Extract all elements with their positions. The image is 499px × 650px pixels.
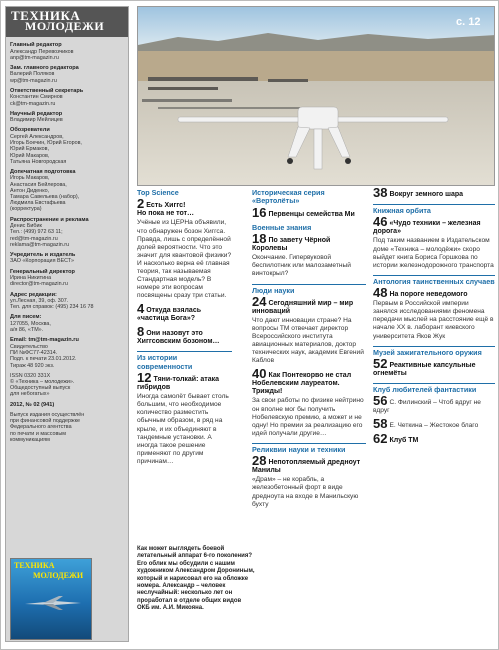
section-header: Антология таинственных случаев bbox=[373, 276, 495, 286]
section-header: Top Science bbox=[137, 188, 179, 197]
entry-page-number: 24 bbox=[252, 293, 267, 309]
entry-page-number: 48 bbox=[373, 285, 388, 301]
staff-line: ISSN 0320 331X bbox=[10, 372, 51, 379]
entry-page-number: 28 bbox=[252, 453, 267, 469]
staff-line: Денис Бибик bbox=[10, 223, 42, 230]
staff-line: Игорь Боечин, Юрий Егоров, bbox=[10, 140, 82, 147]
entry-title: Сегодняшний мир – мир инноваций bbox=[252, 299, 354, 315]
contents-entry[interactable] bbox=[373, 416, 495, 432]
entry-summary: За свои работы по физике нейтрино он вполне мог бы получить Нобелевскую премию, а может и не одну! Но премии за реализацию его идей получали другие… bbox=[252, 397, 364, 437]
entry-title: Тяни-толкай: атака гибридов bbox=[137, 376, 219, 392]
staff-role: 2012, № 02 (941) bbox=[10, 401, 55, 408]
cover-aircraft-image bbox=[25, 595, 81, 611]
staff-line: Валерий Поляков bbox=[10, 71, 55, 78]
masthead-sidebar bbox=[5, 6, 129, 642]
contents-entry[interactable] bbox=[373, 214, 495, 269]
entry-title: Вокруг земного шара bbox=[389, 191, 464, 198]
entry-page-number: 46 bbox=[373, 214, 388, 230]
entry-page-number: 62 bbox=[373, 431, 388, 447]
staff-line: Тел. для справок: (495) 234 16 78 bbox=[10, 304, 94, 311]
entry-summary: Под таким названием в Издательском доме «Техника – молодёжи» скоро выйдет книга Бориса Горшкова по истории железнодорожного транспорта bbox=[373, 237, 494, 269]
cover-caption-text: Как может выглядеть боевой летательный аппарат 6-го поколения? Его облик мы обсудили с нашим художником Александром Дорониным, который и нарисовал его на обложке номера. Александр – человек неслучайный: несколько лет он проработал в отделе общих видов ОКБ им. А.И. Микояна. bbox=[137, 546, 255, 612]
staff-section bbox=[10, 111, 124, 124]
section-header: Историческая серия «Вертолёты» bbox=[252, 188, 325, 206]
cover-story-photo bbox=[137, 6, 495, 186]
contents-entry[interactable] bbox=[373, 185, 495, 200]
entry-title: На пороге неведомого bbox=[389, 291, 468, 299]
entry-title: Они назовут это Хиггсовским бозоном… bbox=[137, 330, 220, 346]
staff-line: Константин Смирнов bbox=[10, 94, 63, 101]
entry-title: Реактивные капсульные огнемёты bbox=[373, 362, 476, 378]
staff-section bbox=[10, 127, 124, 165]
staff-line: ПИ №ФС77-42314. bbox=[10, 350, 58, 357]
staff-line: ck@tm-magazin.ru bbox=[10, 100, 56, 107]
contents-entry[interactable] bbox=[373, 285, 495, 340]
contents-entry[interactable] bbox=[373, 393, 495, 415]
contents-entry[interactable] bbox=[373, 356, 495, 378]
staff-line: Анастасия Бейлерова, bbox=[10, 181, 67, 188]
staff-line: Сергей Александров, bbox=[10, 133, 64, 140]
cover-title-2: МОЛОДЕЖИ bbox=[33, 571, 84, 580]
staff-role: Обозреватели bbox=[10, 127, 50, 134]
staff-line: Подп. к печати 23.01.2012. bbox=[10, 356, 77, 363]
staff-line: (корректура) bbox=[10, 206, 42, 213]
cover-title-1: ТЕХНИКА bbox=[14, 561, 55, 570]
contents-entry[interactable] bbox=[137, 196, 232, 300]
staff-section bbox=[10, 88, 124, 107]
staff-section bbox=[10, 252, 124, 265]
staff-line: director@tm-magazin.ru bbox=[10, 281, 68, 288]
staff-section bbox=[10, 292, 124, 311]
staff-line: Выпуск издания осуществлён bbox=[10, 412, 85, 419]
entry-title: Е. Четкина – Жестокое благо bbox=[389, 422, 479, 430]
staff-section bbox=[10, 169, 124, 213]
entry-summary: Первым в Российской империи занялся исследованиями феномена передачи мыслей на расстояние ещё в начале XX в. лаборант киевского университета Яков Жук bbox=[373, 300, 494, 340]
staff-role: Допечатная подготовка bbox=[10, 168, 76, 175]
staff-line: коммуникациям bbox=[10, 436, 50, 443]
staff-line: а/я 86, «ТМ». bbox=[10, 327, 44, 334]
staff-line: Владимир Мейлицев bbox=[10, 117, 63, 124]
staff-role: Главный редактор bbox=[10, 42, 62, 48]
logo-line-1: ТЕХНИКА bbox=[11, 8, 81, 23]
staff-section bbox=[10, 412, 124, 443]
entry-subtitle: Но пока не тот… bbox=[137, 210, 195, 218]
staff-line: Юрий Ермаков, bbox=[10, 146, 50, 153]
entry-page-number: 18 bbox=[252, 231, 267, 247]
staff-line: по печати и массовым bbox=[10, 430, 66, 437]
contents-entry[interactable] bbox=[252, 453, 366, 508]
entry-summary: Что дают инновации стране? На вопросы ТМ отвечает директор Всероссийского института авиационных материалов, доктор технических наук, академик Евгений Каблов bbox=[252, 316, 364, 365]
photo-page-reference: с. 12 bbox=[456, 16, 481, 28]
entry-summary: Окончание. Гипервуковой беспилотник или малозаметный винтокрыл? bbox=[252, 254, 351, 278]
staff-line: red@tm-magazin.ru bbox=[10, 235, 58, 242]
entry-page-number: 12 bbox=[137, 370, 152, 386]
entry-page-number: 40 bbox=[252, 366, 267, 382]
entry-page-number: 2 bbox=[137, 196, 145, 212]
staff-section bbox=[10, 402, 124, 409]
staff-section bbox=[10, 337, 124, 368]
staff-role: Ответственный секретарь bbox=[10, 87, 84, 94]
entry-title: Есть Хиггс! bbox=[146, 202, 186, 210]
staff-role: Распространение и реклама bbox=[10, 216, 89, 223]
staff-role: Зам. главного редактора bbox=[10, 64, 79, 71]
staff-role: Генеральный директор bbox=[10, 268, 75, 275]
staff-line: Александр Перевозчиков bbox=[10, 48, 74, 55]
entry-title: С. Филинский – Чтоб вдруг не вдруг bbox=[373, 399, 481, 415]
entry-page-number: 16 bbox=[252, 204, 267, 220]
staff-role: Учредитель и издатель bbox=[10, 251, 76, 258]
staff-line: Федерального агентства bbox=[10, 424, 72, 431]
staff-role: Email: tm@tm-magazin.ru bbox=[10, 337, 79, 344]
section-header: Книжная орбита bbox=[373, 204, 495, 215]
magazine-logo bbox=[6, 7, 128, 37]
staff-section bbox=[10, 42, 124, 61]
staff-section bbox=[10, 65, 124, 84]
contents-entry[interactable] bbox=[373, 431, 495, 447]
section-header: Клуб любителей фантастики bbox=[373, 383, 495, 394]
contents-entry[interactable] bbox=[137, 324, 232, 346]
staff-line: © «Техника – молодежи». bbox=[10, 378, 75, 385]
contents-entry[interactable] bbox=[137, 370, 232, 466]
contents-entry[interactable] bbox=[137, 301, 232, 323]
staff-line: reklama@tm-magazin.ru bbox=[10, 241, 70, 248]
section-header: Из истории современности bbox=[137, 351, 232, 371]
entry-page-number: 8 bbox=[137, 324, 145, 340]
staff-line: для небогатых» bbox=[10, 391, 50, 398]
entry-summary: Учёные из ЦЕРНа объявили, что обнаружен бозон Хиггса. Правда, лишь с определённой долей вероятности. Что это значит для квантовой физики? И насколько верна её главная теория, так называемая Стандартная модель? В номере эти вопросам посвящены сразу три статьи. bbox=[137, 219, 232, 300]
entry-summary: Иногда самолёт бывает столь большим, что необходимое количество разместить обычным образом, в ряд на крыле, и их объединяют в тандемные установки. А иногда такое решение применяют по другим причинам… bbox=[137, 393, 229, 465]
staff-section bbox=[10, 314, 124, 333]
staff-line: Общедоступный выпуск bbox=[10, 385, 71, 392]
contents-entry[interactable] bbox=[252, 293, 366, 366]
entry-page-number: 52 bbox=[373, 356, 388, 372]
staff-line: ЗАО «Корпорация ВЕСТ» bbox=[10, 258, 74, 265]
staff-line: Татьяна Новгородская bbox=[10, 158, 67, 165]
contents-entry[interactable] bbox=[252, 366, 366, 437]
section-header: Люди науки bbox=[252, 284, 366, 295]
entry-page-number: 58 bbox=[373, 416, 388, 432]
entry-title: Клуб ТМ bbox=[389, 437, 419, 445]
staff-line: Свидетельство bbox=[10, 343, 48, 350]
staff-section bbox=[10, 269, 124, 288]
staff-list bbox=[10, 42, 124, 443]
staff-role: Научный редактор bbox=[10, 110, 63, 117]
section-header: Музей зажигательного оружия bbox=[373, 346, 495, 357]
entry-title: Первенцы семейства Ми bbox=[268, 210, 355, 218]
entry-title: Как Понтекорво не стал Нобелевским лауреатом. Трижды! bbox=[252, 372, 352, 396]
entry-title: «Чудо техники – железная дорога» bbox=[373, 220, 481, 236]
logo-line-2: МОЛОДЕЖИ bbox=[25, 19, 105, 33]
staff-role: Для писем: bbox=[10, 314, 42, 321]
staff-line: Игорь Макаров, bbox=[10, 175, 50, 182]
entry-page-number: 56 bbox=[373, 393, 388, 409]
drone-airfield-image bbox=[138, 7, 495, 186]
entry-title: Непотопляемый дредноут Манилы bbox=[252, 459, 361, 475]
contents-column-1 bbox=[137, 189, 232, 471]
cover-caption bbox=[137, 546, 255, 613]
staff-line: Антон Диденко, bbox=[10, 187, 50, 194]
entry-page-number: 4 bbox=[137, 301, 145, 317]
staff-line: при финансовой поддержке bbox=[10, 418, 80, 425]
section-header: Военные знания bbox=[252, 222, 312, 232]
staff-line: ул.Лесная, 39, оф. 307. bbox=[10, 298, 69, 305]
staff-line: wp@tm-magazin.ru bbox=[10, 77, 57, 84]
staff-section bbox=[10, 217, 124, 248]
entry-page-number: 38 bbox=[373, 185, 388, 200]
contents-entry[interactable] bbox=[252, 204, 366, 220]
staff-line: Ирина Никитина bbox=[10, 275, 52, 282]
staff-line: 127055, Москва, bbox=[10, 320, 51, 327]
contents-column-3 bbox=[373, 185, 495, 450]
staff-line: Людмила Евстафьева bbox=[10, 200, 66, 207]
cover-thumbnail bbox=[10, 558, 92, 640]
contents-entry[interactable] bbox=[252, 231, 366, 278]
section-header: Реликвии науки и техники bbox=[252, 443, 366, 454]
staff-line: Тамара Савельева (набор), bbox=[10, 194, 80, 201]
entry-title: Откуда взялась «частица Бога»? bbox=[137, 307, 202, 323]
staff-line: Тел.: (499) 972 63 11; bbox=[10, 229, 63, 236]
staff-line: anp@tm-magazin.ru bbox=[10, 54, 59, 61]
entry-summary: «Драм» – не корабль, а железобетонный форт в виде дредноута на входе в Манильскую бухту bbox=[252, 476, 359, 508]
staff-section bbox=[10, 373, 124, 398]
contents-column-2 bbox=[252, 189, 366, 514]
staff-line: Юрий Макаров, bbox=[10, 152, 50, 159]
staff-role: Адрес редакции: bbox=[10, 291, 57, 298]
staff-line: Тираж 48 920 экз. bbox=[10, 362, 55, 369]
entry-title: По завету Чёрной Королевы bbox=[252, 237, 331, 253]
